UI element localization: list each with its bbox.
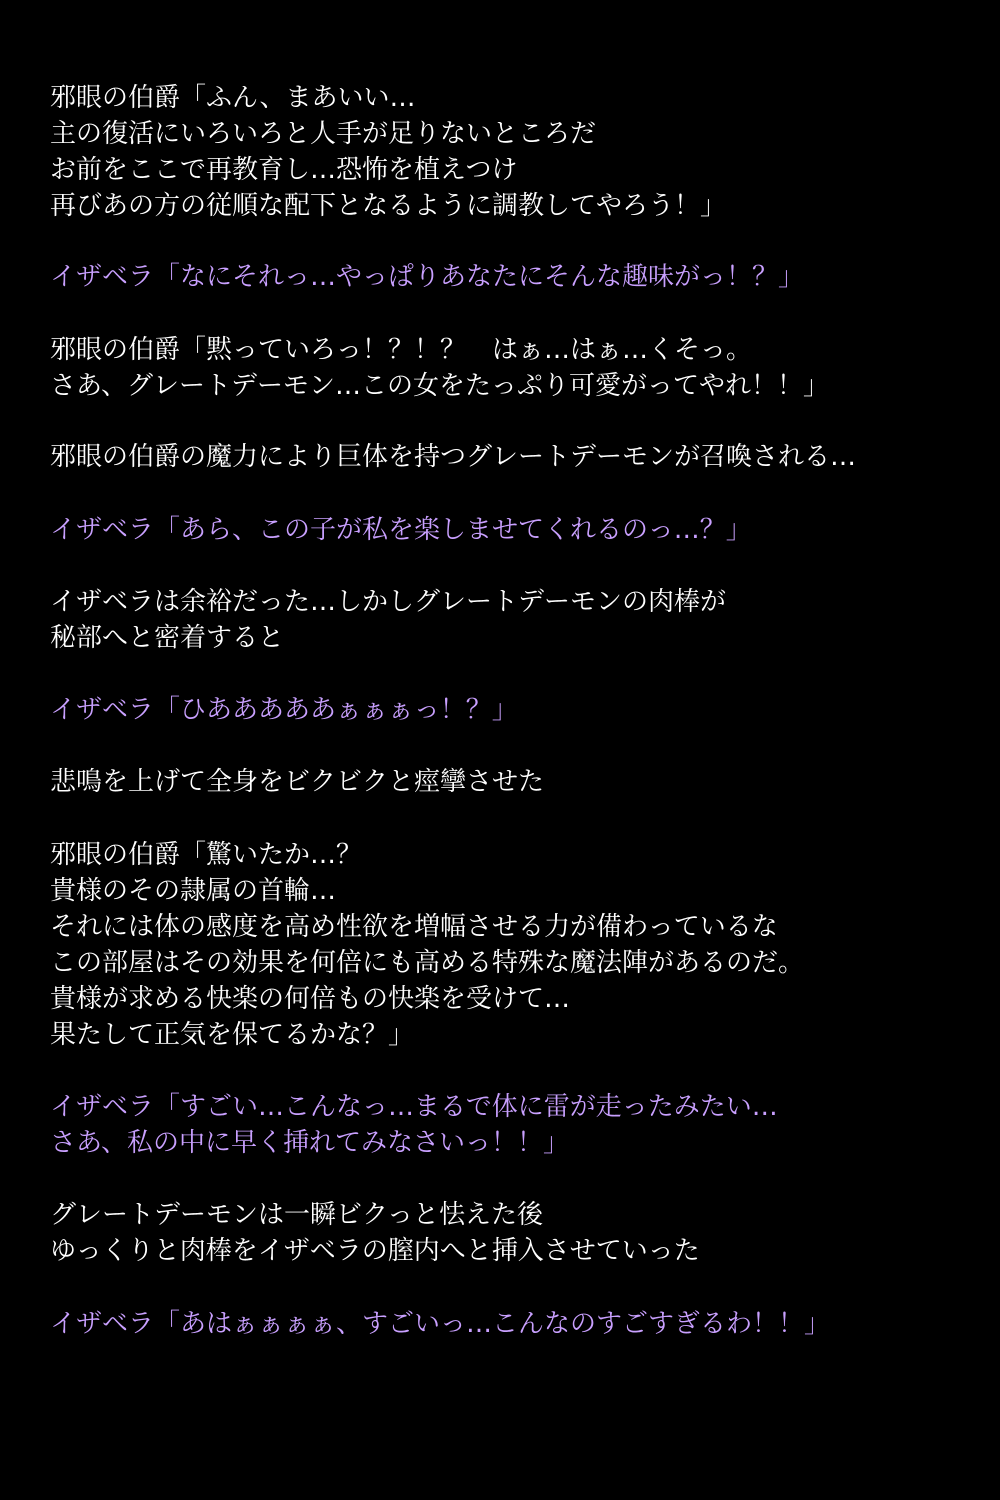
- text-line: 悲鳴を上げて全身をビクビクと痙攣させた: [50, 767, 545, 797]
- text-line: この部屋はその効果を何倍にも高める特殊な魔法陣があるのだ。: [50, 948, 805, 978]
- text-line: グレートデーモンは一瞬ビクっと怯えた後: [50, 1200, 543, 1230]
- isabella-line: イザベラ「あら、この子が私を楽しませてくれるのっ…？」: [50, 515, 752, 545]
- text-line: 邪眼の伯爵「驚いたか…？: [50, 840, 363, 870]
- text-line: 主の復活にいろいろと人手が足りないところだ: [50, 119, 597, 149]
- text-line: 秘部へと密着すると: [50, 623, 285, 653]
- isabella-line: イザベラ「なにそれっ…やっぱりあなたにそんな趣味がっ！？」: [50, 262, 805, 292]
- text-line: イザベラは余裕だった…しかしグレートデーモンの肉棒が: [50, 587, 727, 617]
- isabella-line: さあ、私の中に早く挿れてみなさいっ！！」: [50, 1128, 569, 1158]
- text-line: それには体の感度を高め性欲を増幅させる力が備わっているな: [50, 912, 778, 942]
- text-line: 再びあの方の従順な配下となるように調教してやろう！」: [50, 191, 727, 221]
- isabella-line: イザベラ「あはぁぁぁぁ、すごいっ…こんなのすごすぎるわ！！」: [50, 1309, 831, 1339]
- isabella-line: イザベラ「すごい…こんなっ…まるで体に雷が走ったみたい…: [50, 1092, 778, 1122]
- text-line: 貴様のその隷属の首輪…: [50, 876, 337, 906]
- text-line: 果たして正気を保てるかな？」: [50, 1020, 415, 1050]
- text-line: ゆっくりと肉棒をイザベラの膣内へと挿入させていった: [50, 1236, 700, 1266]
- text-line: さあ、グレートデーモン…この女をたっぷり可愛がってやれ！！」: [50, 371, 829, 401]
- text-line: 邪眼の伯爵「ふん、まあいい…: [50, 83, 416, 113]
- isabella-line: イザベラ「ひあああああぁぁぁっ！？」: [50, 695, 518, 725]
- text-line: お前をここで再教育し…恐怖を植えつけ: [50, 155, 518, 185]
- text-line: 邪眼の伯爵「黙っていろっ！？！？ はぁ…はぁ…くそっ。: [50, 335, 753, 365]
- text-line: 貴様が求める快楽の何倍もの快楽を受けて…: [50, 984, 571, 1014]
- text-line: 邪眼の伯爵の魔力により巨体を持つグレートデーモンが召喚される…: [50, 442, 857, 472]
